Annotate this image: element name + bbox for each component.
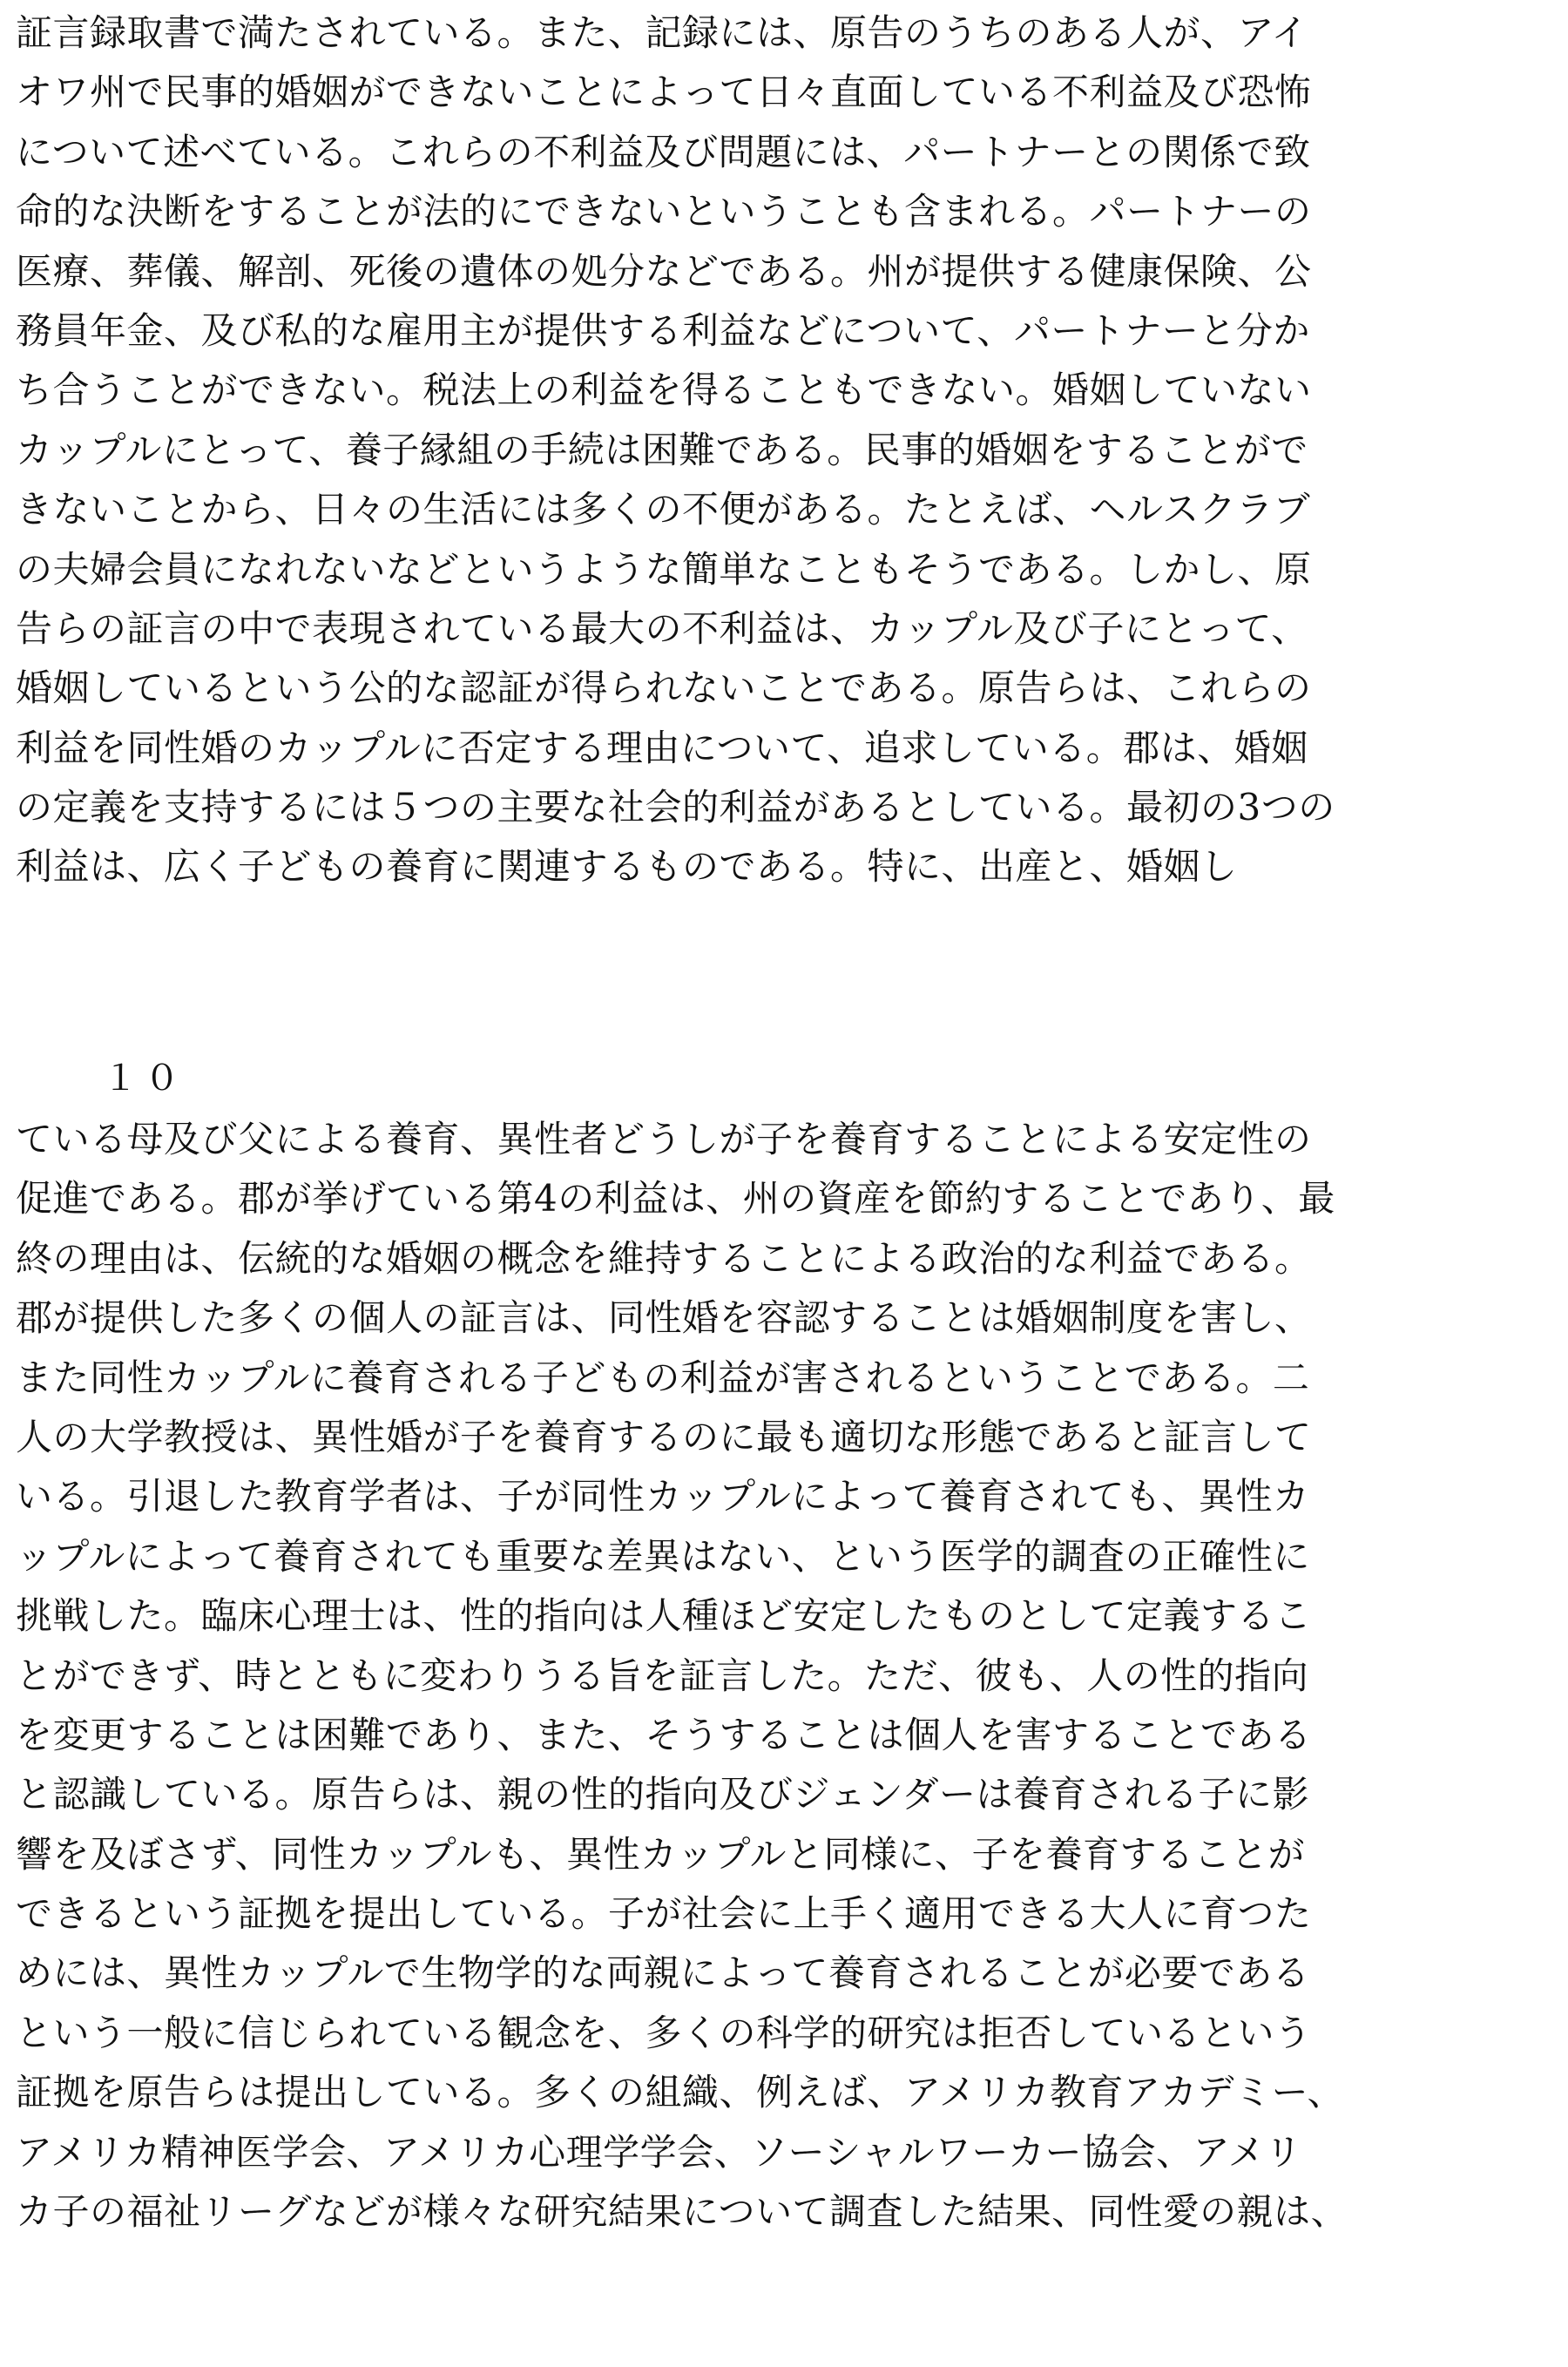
text-line: 人の大学教授は、異性婚が子を養育するのに最も適切な形態であると証言して (16, 1415, 1312, 1458)
text-line: できるという証拠を提出している。子が社会に上手く適用できる大人に育つた (16, 1892, 1312, 1936)
text-line: とができず、時とともに変わりうる旨を証言した。ただ、彼も、人の性的指向 (16, 1654, 1309, 1697)
text-line: 告らの証言の中で表現されている最大の不利益は、カップル及び子にとって、 (16, 606, 1308, 650)
text-line: 婚姻しているという公的な認証が得られないことである。原告らは、これらの (16, 666, 1312, 710)
text-line: オワ州で民事的婚姻ができないことによって日々直面している不利益及び恐怖 (16, 71, 1312, 114)
text-line: 証言録取書で満たされている。また、記録には、原告のうちのある人が、アイ (16, 11, 1308, 54)
text-line: 終の理由は、伝統的な婚姻の概念を維持することによる政治的な利益である。 (16, 1236, 1312, 1280)
text-line: 郡が提供した多くの個人の証言は、同性婚を容認することは婚姻制度を害し、 (16, 1296, 1312, 1340)
text-line: と認識している。原告らは、親の性的指向及びジェンダーは養育される子に影 (16, 1773, 1309, 1816)
text-line: また同性カップルに養育される子どもの利益が害されるということである。二 (16, 1356, 1310, 1399)
text-block-upper (16, 3, 1558, 897)
text-line: 促進である。郡が挙げている第4の利益は、州の資産を節約することであり、最 (16, 1177, 1335, 1221)
text-line: 利益は、広く子どもの養育に関連するものである。特に、出産と、婚姻し (16, 845, 1238, 889)
text-line: カップルにとって、養子縁組の手続は困難である。民事的婚姻をすることがで (16, 428, 1308, 471)
text-line: 響を及ぼさず、同性カップルも、異性カップルと同様に、子を養育することが (16, 1832, 1305, 1876)
text-line: 挑戦した。臨床心理士は、性的指向は人種ほど安定したものとして定義するこ (16, 1594, 1312, 1638)
text-block-lower (16, 1110, 1558, 2242)
text-line: きないことから、日々の生活には多くの不便がある。たとえば、ヘルスクラブ (16, 488, 1311, 531)
text-line: めには、異性カップルで生物学的な両親によって養育されることが必要である (16, 1951, 1310, 1995)
text-line: ている母及び父による養育、異性者どうしが子を養育することによる安定性の (16, 1118, 1312, 1160)
text-line: 証拠を原告らは提出している。多くの組織、例えば、アメリカ教育アカデミー、 (16, 2071, 1344, 2114)
text-line: という一般に信じられている観念を、多くの科学的研究は拒否しているという (16, 2011, 1312, 2054)
text-line: ップルによって養育されても重要な差異はない、という医学的調査の正確性に (16, 1534, 1310, 1578)
text-line: ち合うことができない。税法上の利益を得ることもできない。婚姻していない (16, 369, 1312, 412)
text-line: について述べている。これらの不利益及び問題には、パートナーとの関係で致 (16, 130, 1311, 173)
text-line: の夫婦会員になれないなどというような簡単なこともそうである。しかし、原 (16, 547, 1312, 591)
text-line: を変更することは困難であり、また、そうすることは個人を害することである (16, 1713, 1312, 1756)
text-line: カ子の福祉リーグなどが様々な研究結果について調査した結果、同性愛の親は、 (16, 2190, 1348, 2234)
text-line: 医療、葬儀、解剖、死後の遺体の処分などである。州が提供する健康保険、公 (16, 249, 1312, 293)
text-line: 利益を同性婚のカップルに否定する理由について、追求している。郡は、婚姻 (16, 726, 1308, 769)
text-line: の定義を支持するには５つの主要な社会的利益があるとしている。最初の3つの (16, 786, 1335, 829)
text-line: アメリカ精神医学会、アメリカ心理学学会、ソーシャルワーカー協会、アメリ (16, 2130, 1302, 2174)
text-line: 務員年金、及び私的な雇用主が提供する利益などについて、パートナーと分か (16, 308, 1310, 352)
text-line: 命的な決断をすることが法的にできないということも含まれる。パートナーの (16, 190, 1312, 233)
page-number: １０ (103, 1058, 186, 1099)
text-line: いる。引退した教育学者は、子が同性カップルによって養育されても、異性カ (16, 1475, 1310, 1518)
